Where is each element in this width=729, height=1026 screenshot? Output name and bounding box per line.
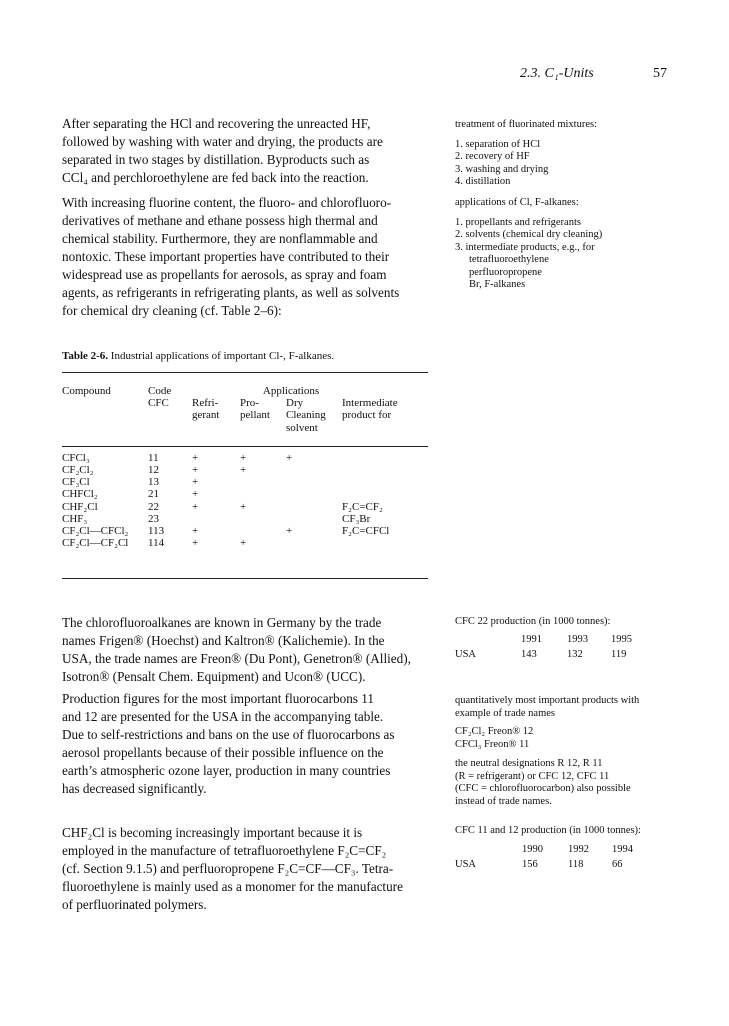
table-row	[62, 513, 428, 525]
header-propellant: Pro-	[240, 397, 259, 410]
cell-compound: CHF₂Cl	[62, 500, 98, 513]
text-line: and 12 are presented for the USA in the accompanying table.	[62, 709, 384, 724]
text-line: aerosol propellants because of their possible influence on the	[62, 745, 384, 760]
list-item: 3. intermediate products, e.g., for	[455, 241, 595, 253]
cell-refrigerant: +	[192, 488, 199, 501]
cell-code: 12	[148, 464, 159, 477]
cell-compound: CFCl₃	[62, 451, 90, 464]
header-code: Code	[148, 385, 172, 397]
list-item: 2. solvents (chemical dry cleaning)	[455, 229, 603, 240]
value-cell: 132	[567, 649, 583, 660]
cell-code: 13	[148, 476, 159, 489]
cell-refrigerant: +	[192, 451, 199, 464]
text-line: the neutral designations R 12, R 11	[455, 758, 603, 769]
cell-compound: CF₂Cl₂	[62, 464, 94, 477]
list-subitem: perfluoropropene	[469, 266, 542, 278]
cell-dry-cleaning	[286, 476, 342, 488]
header-dry-cleaning: Dry	[286, 397, 304, 410]
year-cell: 1990	[522, 844, 543, 855]
region-cell: USA	[455, 859, 477, 870]
year-cell: 1991	[521, 634, 542, 645]
cell-intermediate: CF₃Br	[342, 512, 371, 525]
text-line: nontoxic. These important properties have contributed to their	[62, 249, 390, 264]
text-line: quantitatively most important products with	[455, 695, 640, 706]
cell-propellant	[240, 525, 286, 537]
text-line: The chlorofluoroalkanes are known in Germany by the trade	[62, 615, 382, 630]
header-applications: Applications	[262, 385, 320, 397]
header-cfc: CFC	[148, 397, 169, 410]
header-refrigerant-2: gerant	[192, 409, 220, 422]
cell-intermediate	[342, 464, 428, 476]
cell-code: 114	[148, 537, 165, 550]
text-line: (cf. Section 9.1.5) and perfluoropropene F₂C=CF—CF₃. Tetra-	[62, 861, 394, 876]
cell-intermediate	[342, 488, 428, 500]
cell-intermediate	[342, 476, 428, 488]
header-intermediate: Intermediate	[342, 397, 398, 410]
table-row	[62, 452, 428, 464]
table-row	[62, 525, 428, 537]
table-row	[62, 488, 428, 500]
text-line: CHF₂Cl is becoming increasingly important because it is	[62, 825, 363, 840]
text-line: (R = refrigerant) or CFC 12, CFC 11	[455, 770, 610, 782]
table-row	[62, 476, 428, 488]
cell-compound: CF₃Cl	[62, 476, 90, 489]
cell-refrigerant: +	[192, 537, 199, 550]
cell-dry-cleaning: +	[286, 451, 293, 464]
year-cell: 1995	[611, 634, 632, 645]
cell-propellant: +	[240, 451, 247, 464]
cell-intermediate	[342, 537, 428, 549]
cell-refrigerant	[192, 513, 240, 525]
cell-dry-cleaning	[286, 501, 342, 513]
cell-code: 22	[148, 500, 159, 513]
text-line: widespread use as propellants for aerosols, as spray and foam	[62, 267, 387, 282]
cell-code: 21	[148, 488, 159, 501]
text-line: chemical stability. Furthermore, they are nonflammable and	[62, 231, 378, 246]
cell-code: 113	[148, 525, 165, 538]
table-row	[62, 501, 428, 513]
text-line: of perfluorinated polymers.	[62, 897, 207, 912]
product-line: CFCl₃ Freon® 11	[455, 738, 530, 750]
table-top-rule	[62, 372, 428, 373]
side-note-title: treatment of fluorinated mixtures:	[455, 119, 597, 130]
table-bottom-rule	[62, 578, 428, 579]
text-line: Isotron® (Pensalt Chem. Equipment) and Ucon® (UCC).	[62, 669, 366, 684]
header-refrigerant: Refri-	[192, 397, 219, 410]
header-compound: Compound	[62, 385, 111, 397]
cell-compound: CF₂Cl—CF₂Cl	[62, 537, 129, 550]
text-line: After separating the HCl and recovering the unreacted HF,	[62, 116, 371, 131]
side-note-title: applications of Cl, F-alkanes:	[455, 197, 579, 208]
cell-dry-cleaning	[286, 537, 342, 549]
text-line: derivatives of methane and ethane possess high thermal and	[62, 213, 378, 228]
text-line: followed by washing with water and drying, the products are	[62, 134, 383, 149]
table-row	[62, 537, 428, 549]
header-dry-cleaning-3: solvent	[286, 421, 318, 434]
text-line: Due to self-restrictions and bans on the use of fluorocarbons as	[62, 727, 395, 742]
cell-refrigerant: +	[192, 500, 199, 513]
cell-refrigerant: +	[192, 525, 199, 538]
side-note-cfc1112-title: CFC 11 and 12 production (in 1000 tonnes):	[455, 825, 641, 836]
side-note-designations	[455, 758, 695, 808]
text-line: CCl₄ and perchloroethylene are fed back into the reaction.	[62, 170, 369, 185]
header-intermediate-2: product for	[342, 409, 392, 422]
text-line: instead of trade names.	[455, 795, 552, 807]
text-line: (CFC = chlorofluorocarbon) also possible	[455, 783, 631, 794]
year-cell: 1993	[567, 634, 588, 645]
cell-dry-cleaning: +	[286, 525, 293, 538]
text-line: fluoroethylene is mainly used as a monomer for the manufacture	[62, 879, 403, 894]
text-line: names Frigen® (Hoechst) and Kaltron® (Kalichemie). In the	[62, 633, 385, 648]
text-line: USA, the trade names are Freon® (Du Pont), Genetron® (Allied),	[62, 651, 411, 666]
cell-code: 11	[148, 451, 159, 464]
paragraph-properties	[62, 194, 436, 320]
product-line: CF₂Cl₂ Freon® 12	[455, 726, 534, 737]
paragraph-trade-names	[62, 614, 436, 686]
list-item: 1. propellants and refrigerants	[455, 216, 581, 228]
side-note-applications	[455, 197, 695, 292]
cell-dry-cleaning	[286, 513, 342, 525]
cell-intermediate	[342, 452, 428, 464]
paragraph-separation	[62, 115, 436, 187]
cell-compound: CHFCl₂	[62, 488, 98, 501]
table-label: Table 2-6.	[62, 350, 109, 362]
cell-dry-cleaning	[286, 488, 342, 500]
cell-compound: CF₂Cl—CFCl₂	[62, 525, 129, 538]
list-item: 2. recovery of HF	[455, 151, 530, 162]
text-line: separated in two stages by distillation. Byproducts such as	[62, 152, 370, 167]
table-caption-text: Industrial applications of important Cl-, F-alkanes.	[110, 350, 335, 362]
text-line: has decreased significantly.	[62, 781, 207, 796]
side-note-products	[455, 695, 695, 751]
table-row	[62, 464, 428, 476]
cell-intermediate: F₂C=CFCl	[342, 525, 390, 538]
text-line: employed in the manufacture of tetrafluoroethylene F₂C=CF₂	[62, 843, 387, 858]
list-subitem: Br, F-alkanes	[469, 279, 526, 290]
list-item: 1. separation of HCl	[455, 138, 541, 150]
applications-table	[62, 385, 428, 549]
cell-propellant: +	[240, 537, 247, 550]
section-header: 2.3. C₁-Units	[520, 66, 594, 81]
header-propellant-2: pellant	[240, 409, 270, 422]
cell-dry-cleaning	[286, 464, 342, 476]
paragraph-production	[62, 690, 436, 798]
cell-refrigerant: +	[192, 464, 199, 477]
page-number: 57	[653, 66, 667, 81]
cell-refrigerant: +	[192, 476, 199, 489]
year-cell: 1994	[612, 844, 633, 855]
cell-code: 23	[148, 512, 159, 525]
cfc22-production-table	[455, 632, 632, 662]
cell-propellant	[240, 513, 286, 525]
value-cell: 66	[612, 859, 623, 870]
cell-compound: CHF₃	[62, 512, 88, 525]
list-subitem: tetrafluoroethylene	[469, 254, 549, 265]
region-cell: USA	[455, 649, 477, 660]
header-dry-cleaning-2: Cleaning	[286, 409, 326, 422]
cell-propellant: +	[240, 500, 247, 513]
cell-propellant	[240, 488, 286, 500]
year-cell: 1992	[568, 844, 589, 855]
list-item: 4. distillation	[455, 176, 511, 187]
text-line: With increasing fluorine content, the fluoro- and chlorofluoro-	[62, 195, 392, 210]
text-line: earth’s atmospheric ozone layer, production in many countries	[62, 763, 391, 778]
paragraph-chf2cl	[62, 824, 436, 914]
value-cell: 156	[522, 859, 538, 870]
text-line: for chemical dry cleaning (cf. Table 2–6):	[62, 303, 282, 318]
table-caption	[62, 350, 334, 362]
cell-propellant	[240, 476, 286, 488]
cell-propellant: +	[240, 464, 247, 477]
cfc1112-production-table	[455, 842, 633, 872]
value-cell: 143	[521, 649, 537, 660]
text-line: example of trade names	[455, 707, 555, 719]
list-item: 3. washing and drying	[455, 163, 549, 175]
text-line: agents, as refrigerants in refrigerating plants, as well as solvents	[62, 285, 400, 300]
side-note-treatment	[455, 119, 695, 189]
value-cell: 119	[611, 649, 627, 660]
value-cell: 118	[568, 859, 584, 870]
side-note-cfc22-title: CFC 22 production (in 1000 tonnes):	[455, 616, 611, 627]
text-line: Production figures for the most important fluorocarbons 11	[62, 691, 374, 706]
cell-intermediate: F₂C=CF₂	[342, 500, 383, 513]
